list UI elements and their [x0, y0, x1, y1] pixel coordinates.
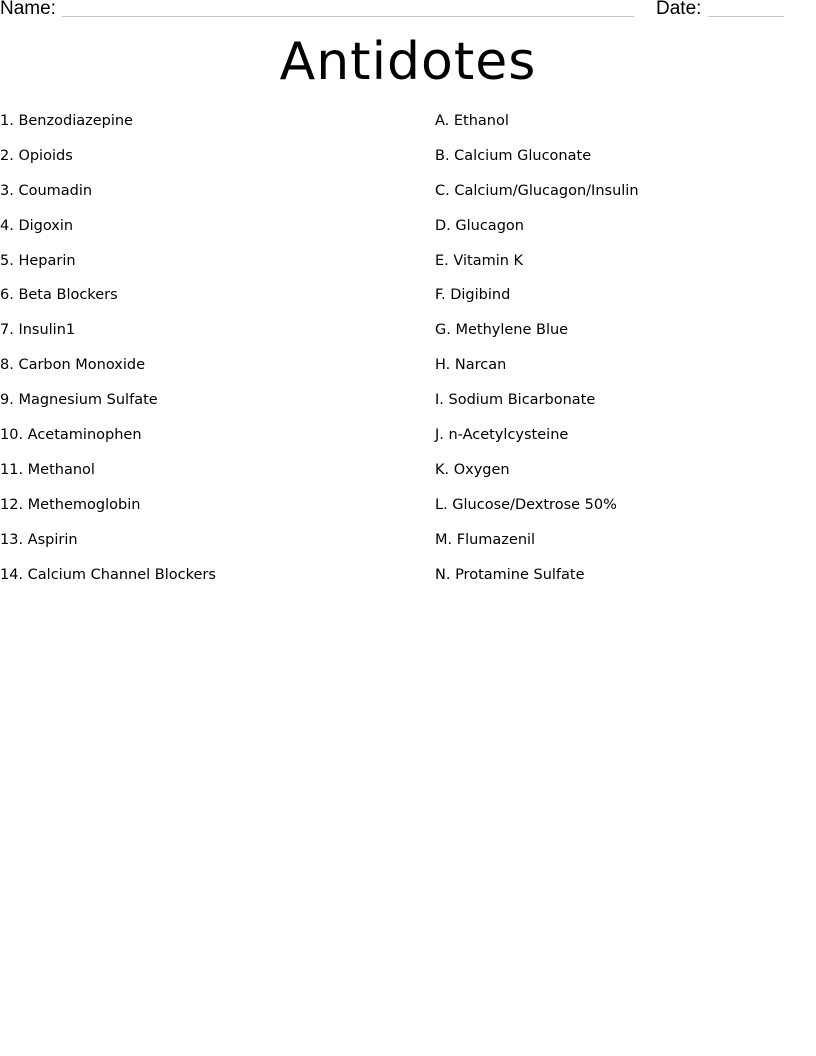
antidote-item: N. Protamine Sulfate: [435, 566, 585, 583]
antidote-item: J. n-Acetylcysteine: [435, 427, 569, 444]
worksheet-title: Antidotes: [279, 32, 537, 92]
antidote-item: F. Digibind: [435, 287, 511, 304]
name-label: Name:: [0, 0, 56, 19]
antidote-item: I. Sodium Bicarbonate: [435, 392, 596, 409]
antidote-item: D. Glucagon: [435, 217, 524, 234]
antidote-item: B. Calcium Gluconate: [435, 147, 592, 164]
antidote-list: [435, 109, 805, 597]
drug-item: 7. Insulin1: [0, 322, 76, 339]
date-blank-line: [708, 16, 784, 17]
antidote-item: H. Narcan: [435, 357, 507, 374]
drug-item: 14. Calcium Channel Blockers: [0, 566, 216, 583]
antidote-item: M. Flumazenil: [435, 531, 536, 548]
date-label: Date:: [656, 0, 702, 19]
name-blank-line: [62, 16, 634, 17]
drug-list: [0, 109, 420, 597]
drug-item: 10. Acetaminophen: [0, 427, 142, 444]
drug-item: 2. Opioids: [0, 147, 73, 164]
antidote-item: E. Vitamin K: [435, 252, 524, 269]
antidote-item: G. Methylene Blue: [435, 322, 569, 339]
drug-item: 6. Beta Blockers: [0, 287, 118, 304]
drug-item: 5. Heparin: [0, 252, 76, 269]
drug-item: 3. Coumadin: [0, 182, 93, 199]
drug-item: 8. Carbon Monoxide: [0, 357, 146, 374]
drug-item: 13. Aspirin: [0, 531, 78, 548]
drug-item: 4. Digoxin: [0, 217, 74, 234]
drug-item: 9. Magnesium Sulfate: [0, 392, 158, 409]
antidote-item: A. Ethanol: [435, 113, 509, 129]
drug-item: 11. Methanol: [0, 461, 95, 478]
drug-item: 12. Methemoglobin: [0, 496, 141, 513]
drug-item: 1. Benzodiazepine: [0, 113, 133, 129]
antidote-item: C. Calcium/Glucagon/Insulin: [435, 182, 639, 199]
worksheet-header: [0, 0, 816, 22]
antidote-item: L. Glucose/Dextrose 50%: [435, 496, 617, 513]
antidote-item: K. Oxygen: [435, 461, 510, 478]
